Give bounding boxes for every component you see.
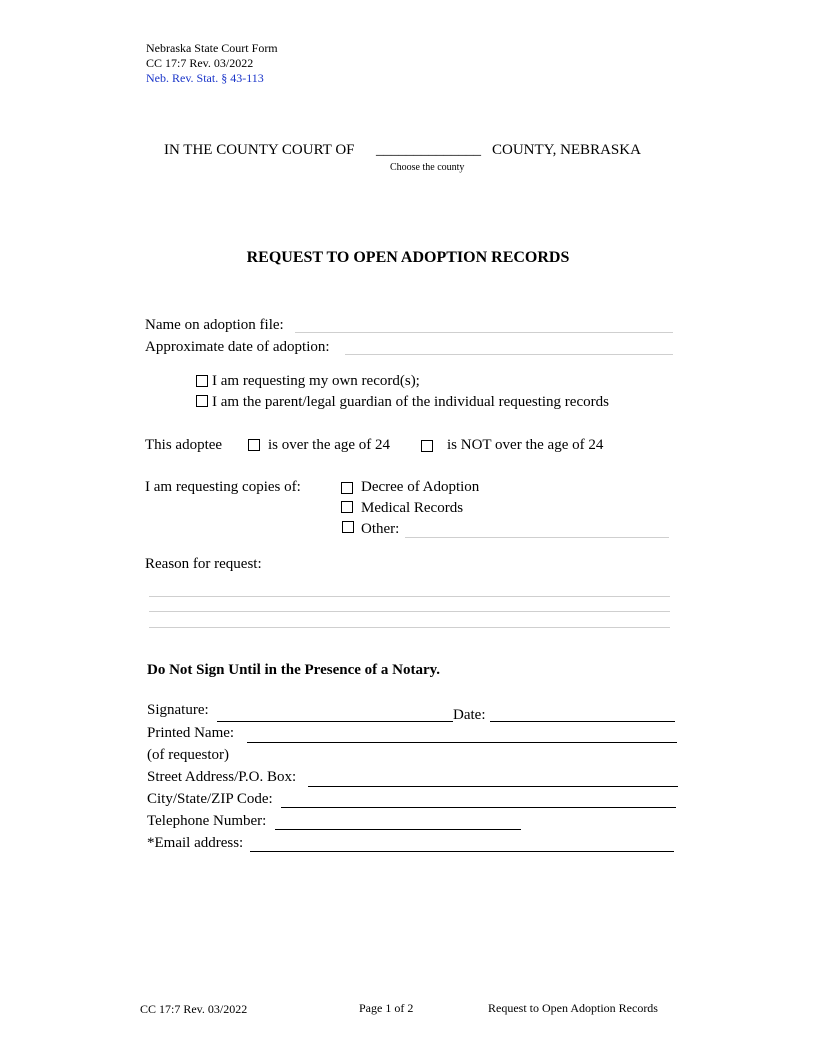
printed-name-input[interactable] xyxy=(247,742,677,743)
email-label: *Email address: xyxy=(147,835,244,851)
court-suffix: COUNTY, NEBRASKA xyxy=(492,142,641,158)
street-input[interactable] xyxy=(308,786,678,787)
copies-label: I am requesting copies of: xyxy=(145,479,301,495)
over-24-label: is over the age of 24 xyxy=(268,437,391,453)
telephone-label: Telephone Number: xyxy=(147,813,267,829)
medical-records-checkbox[interactable] xyxy=(341,501,353,513)
street-label: Street Address/P.O. Box: xyxy=(147,769,297,785)
notary-warning: Do Not Sign Until in the Presence of a Notary. xyxy=(147,662,441,678)
own-records-checkbox[interactable] xyxy=(196,375,208,387)
page-title: REQUEST TO OPEN ADOPTION RECORDS xyxy=(246,249,570,266)
other-input[interactable] xyxy=(405,537,669,538)
printed-name-label: Printed Name: xyxy=(147,725,235,741)
county-select[interactable]: ______________ xyxy=(376,142,481,158)
name-label: Name on adoption file: xyxy=(145,317,284,333)
other-label: Other: xyxy=(361,521,400,537)
signature-label: Signature: xyxy=(147,702,209,718)
reason-label: Reason for request: xyxy=(145,556,262,572)
city-state-zip-label: City/State/ZIP Code: xyxy=(147,791,273,807)
reason-line-2[interactable] xyxy=(149,611,670,612)
not-over-24-checkbox[interactable] xyxy=(421,440,433,452)
form-number: CC 17:7 Rev. 03/2022 xyxy=(146,56,254,70)
footer-form-number: CC 17:7 Rev. 03/2022 xyxy=(140,1002,248,1016)
not-over-24-label: is NOT over the age of 24 xyxy=(447,437,604,453)
adoption-date-label: Approximate date of adoption: xyxy=(145,339,330,355)
adoptee-age-label: This adoptee xyxy=(145,437,223,453)
adoption-date-input[interactable] xyxy=(345,354,673,355)
decree-label: Decree of Adoption xyxy=(361,479,480,495)
email-input[interactable] xyxy=(250,851,674,852)
county-hint: Choose the county xyxy=(390,162,465,173)
other-checkbox[interactable] xyxy=(342,521,354,533)
date-label: Date: xyxy=(453,707,486,723)
medical-records-label: Medical Records xyxy=(361,500,464,516)
parent-guardian-label: I am the parent/legal guardian of the individual requesting records xyxy=(212,394,609,410)
decree-checkbox[interactable] xyxy=(341,482,353,494)
footer-page-number: Page 1 of 2 xyxy=(359,1001,414,1015)
court-prefix: IN THE COUNTY COURT OF xyxy=(164,142,355,158)
reason-line-3[interactable] xyxy=(149,627,670,628)
signature-input[interactable] xyxy=(217,721,453,722)
footer-form-title: Request to Open Adoption Records xyxy=(488,1001,658,1015)
name-input[interactable] xyxy=(295,332,673,333)
of-requestor-label: (of requestor) xyxy=(147,747,230,763)
city-state-zip-input[interactable] xyxy=(281,807,676,808)
form-name: Nebraska State Court Form xyxy=(146,41,278,55)
telephone-input[interactable] xyxy=(275,829,521,830)
over-24-checkbox[interactable] xyxy=(248,439,260,451)
parent-guardian-checkbox[interactable] xyxy=(196,395,208,407)
statute-link[interactable]: Neb. Rev. Stat. § 43-113 xyxy=(146,71,264,85)
reason-line-1[interactable] xyxy=(149,596,670,597)
own-records-label: I am requesting my own record(s); xyxy=(212,373,420,389)
date-input[interactable] xyxy=(490,721,675,722)
